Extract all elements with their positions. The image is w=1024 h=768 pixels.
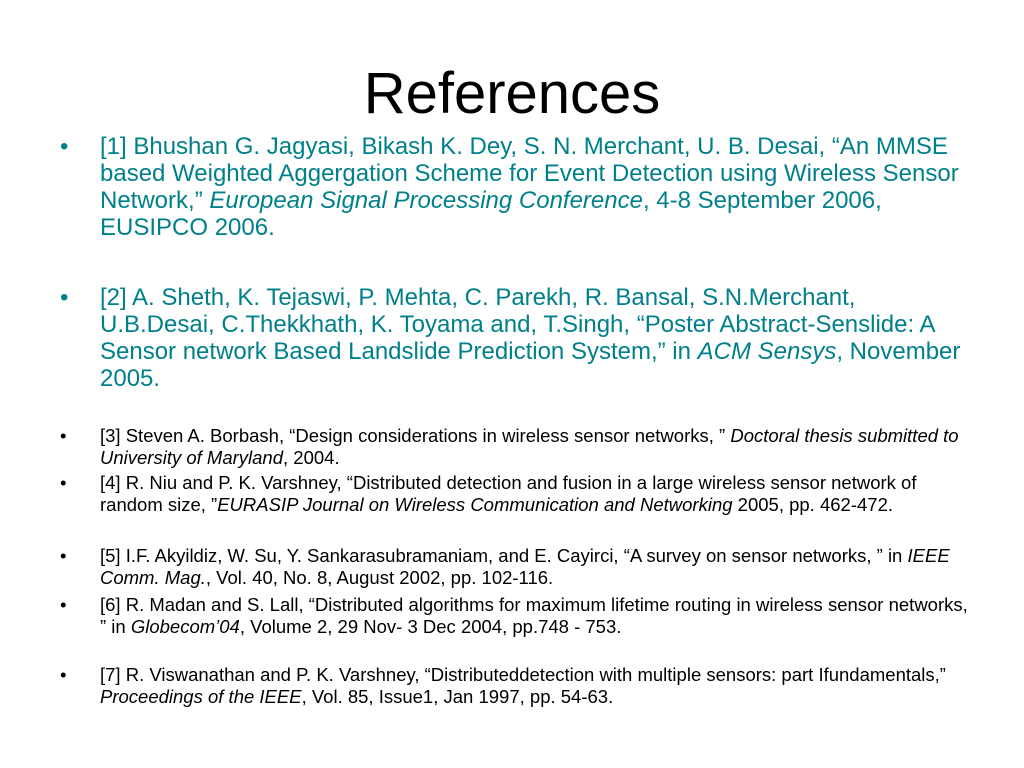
- reference-7-venue: Proceedings of the IEEE: [100, 686, 302, 707]
- reference-item-6: [60, 594, 975, 638]
- slide-title: References: [363, 61, 661, 126]
- reference-2-details: , November 2005.: [100, 338, 961, 392]
- reference-3-details: , 2004.: [283, 447, 340, 468]
- reference-6-venue: Globecom’04: [130, 616, 240, 637]
- bullet-icon: •: [60, 472, 67, 493]
- reference-7-authors-title: [7] R. Viswanathan and P. K. Varshney, “Distributeddetection with multiple sensors: part Ifundamentals,”: [100, 664, 946, 685]
- reference-3-venue: Doctoral thesis submitted to University of Maryland: [100, 425, 959, 468]
- reference-2-venue: ACM Sensys: [697, 338, 837, 365]
- bullet-icon: •: [60, 284, 69, 311]
- reference-6-details: , Volume 2, 29 Nov- 3 Dec 2004, pp.748 - 753.: [239, 616, 622, 637]
- reference-2-authors-title: [2] A. Sheth, K. Tejaswi, P. Mehta, C. Parekh, R. Bansal, S.N.Merchant, U.B.Desai, C.Thekkhath, K. Toyama and, T.Singh, “Poster Abstract-Senslide: A Sensor network Based Landslide Prediction System,” in: [100, 284, 935, 365]
- reference-1-venue: European Signal Processing Conference: [209, 187, 643, 214]
- reference-item-7: [60, 664, 975, 708]
- reference-item-1: [60, 133, 970, 241]
- bullet-icon: •: [60, 594, 67, 615]
- reference-4-details: 2005, pp. 462-472.: [732, 494, 893, 515]
- reference-5-authors-title: [5] I.F. Akyildiz, W. Su, Y. Sankarasubramaniam, and E. Cayirci, “A survey on sensor networks, ” in: [100, 545, 908, 566]
- reference-3-authors-title: [3] Steven A. Borbash, “Design considerations in wireless sensor networks, ”: [100, 425, 731, 446]
- bullet-icon: •: [60, 425, 67, 446]
- reference-item-3: [60, 425, 975, 469]
- reference-5-venue: IEEE Comm. Mag.: [100, 545, 950, 588]
- bullet-icon: •: [60, 664, 67, 685]
- reference-7-details: , Vol. 85, Issue1, Jan 1997, pp. 54-63.: [301, 686, 614, 707]
- reference-1-details: , 4-8 September 2006, EUSIPCO 2006.: [100, 187, 882, 241]
- reference-5-details: , Vol. 40, No. 8, August 2002, pp. 102-116.: [205, 567, 554, 588]
- reference-4-venue: EURASIP Journal on Wireless Communication and Networking: [217, 494, 733, 515]
- reference-item-5: [60, 545, 975, 589]
- bullet-icon: •: [60, 133, 69, 160]
- reference-item-2: [60, 284, 970, 392]
- reference-1-authors-title: [1] Bhushan G. Jagyasi, Bikash K. Dey, S. N. Merchant, U. B. Desai, “An MMSE based Weighted Aggergation Scheme for Event Detection using Wireless Sensor Network,”: [100, 133, 959, 214]
- reference-6-authors-title: [6] R. Madan and S. Lall, “Distributed algorithms for maximum lifetime routing in wireless sensor networks, ” in: [100, 594, 968, 637]
- reference-4-authors-title: [4] R. Niu and P. K. Varshney, “Distributed detection and fusion in a large wireless sensor network of random size, ”: [100, 472, 917, 515]
- bullet-icon: •: [60, 545, 67, 566]
- reference-item-4: [60, 472, 975, 516]
